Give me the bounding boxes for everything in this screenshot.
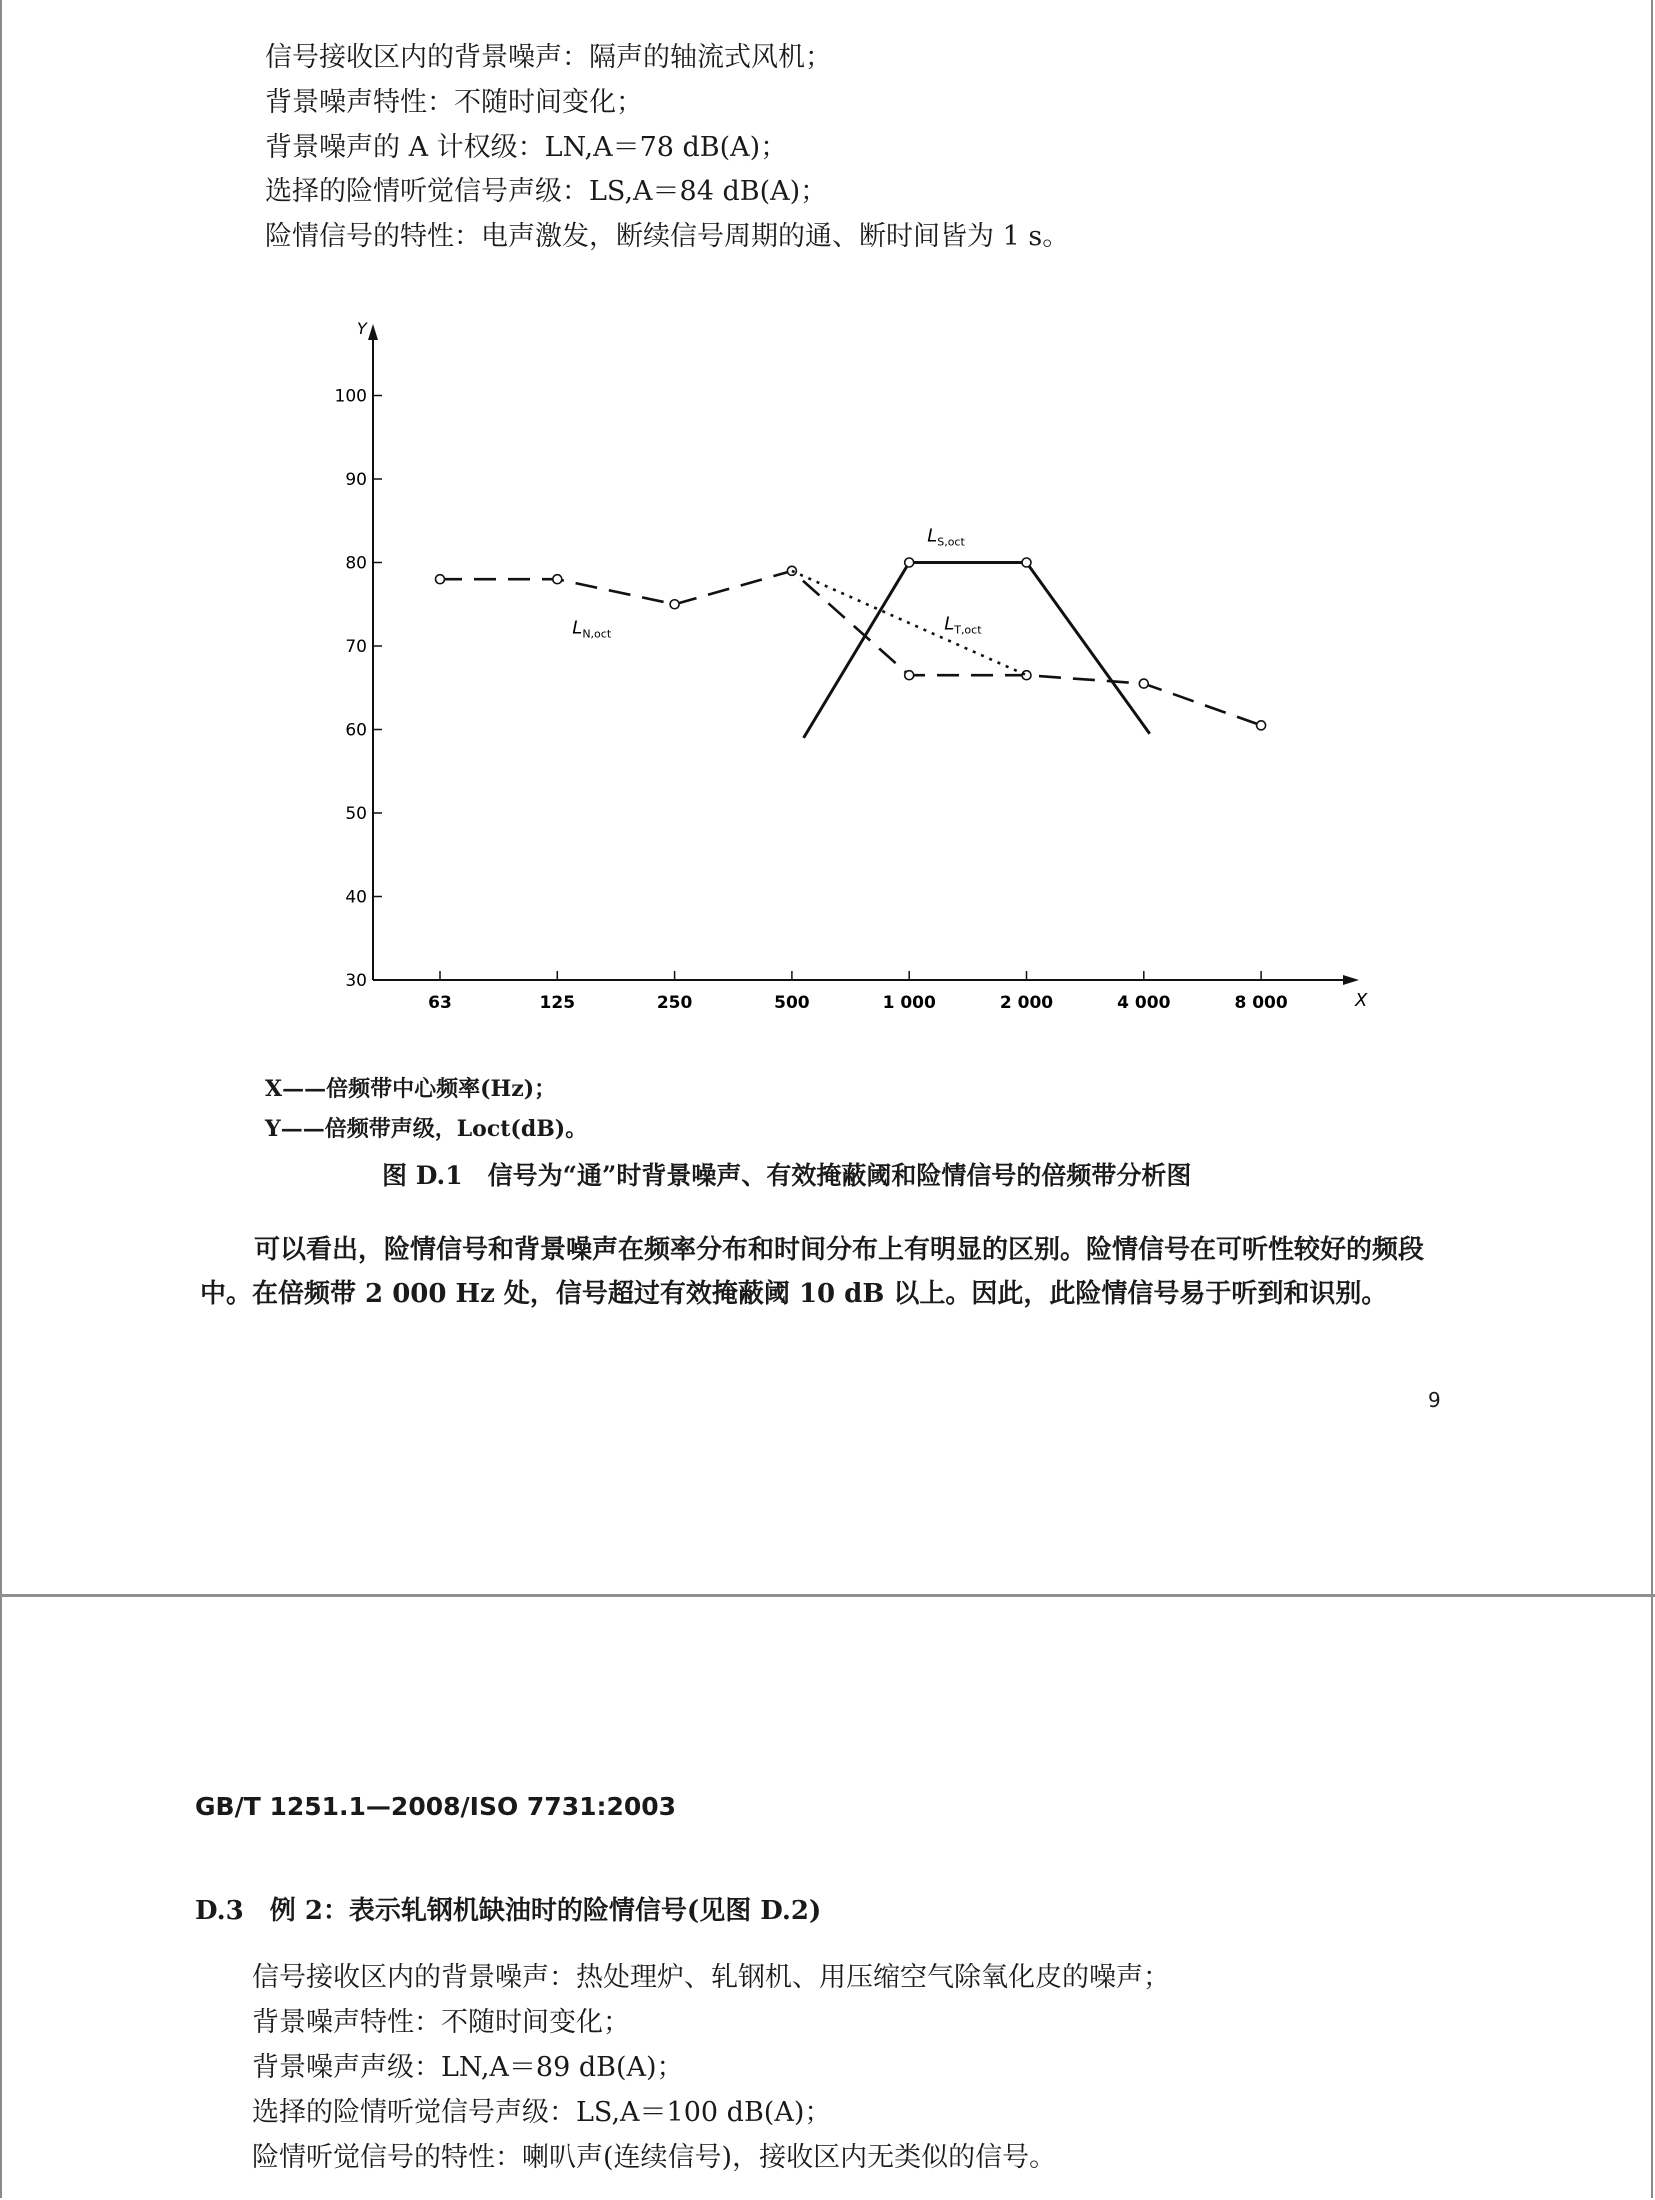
top-list-item: 背景噪声特性：不随时间变化； — [265, 87, 643, 118]
data-point-lnoct — [670, 600, 679, 609]
x-tick-label: 8 000 — [1234, 993, 1288, 1013]
bottom-list-item: 背景噪声特性：不随时间变化； — [252, 2007, 630, 2038]
y-tick-label: 60 — [345, 720, 367, 741]
y-ticks — [335, 387, 382, 992]
series-line-lsoct — [804, 563, 1150, 738]
data-point-lsoct — [905, 558, 914, 567]
x-tick-label: 2 000 — [999, 993, 1054, 1013]
x-axis-label: X — [1355, 990, 1368, 1011]
x-ticks — [428, 971, 1288, 1013]
page-number: 9 — [1428, 1388, 1441, 1412]
x-tick-label: 500 — [774, 993, 810, 1013]
y-tick-label: 40 — [345, 887, 367, 908]
series-line-ltoct — [792, 571, 1027, 675]
y-tick-label: 70 — [345, 637, 367, 657]
top-list-item: 背景噪声的 A 计权级：LN,A＝78 dB(A)； — [265, 132, 788, 163]
data-point-lsoct — [1022, 558, 1031, 567]
y-tick-label: 50 — [345, 804, 367, 824]
legend-x: X——倍频带中心频率(Hz)； — [265, 1076, 557, 1102]
data-point-lnoct — [905, 671, 914, 680]
bottom-list-item: 背景噪声声级：LN,A＝89 dB(A)； — [252, 2052, 684, 2083]
bottom-list-item: 信号接收区内的背景噪声：热处理炉、轧钢机、用压缩空气除氧化皮的噪声； — [252, 1962, 1170, 1993]
standard-header: GB/T 1251.1—2008/ISO 7731:2003 — [195, 1792, 677, 1821]
noise-series-label: $L_{N,oct}$ — [572, 617, 612, 641]
data-point-lnoct — [787, 566, 796, 575]
data-point-lnoct — [436, 575, 445, 584]
data-point-lnoct — [1139, 679, 1148, 688]
x-tick-label: 125 — [539, 993, 576, 1013]
figure-caption: 图 D.1 信号为“通”时背景噪声、有效掩蔽阈和险情信号的倍频带分析图 — [382, 1161, 1192, 1190]
y-tick-label: 30 — [345, 971, 367, 991]
series-labels — [572, 526, 982, 641]
data-point-lnoct — [553, 575, 562, 584]
x-tick-label: 250 — [656, 993, 693, 1013]
bottom-list-item: 选择的险情听觉信号声级：LS,A＝100 dB(A)； — [252, 2097, 832, 2128]
bottom-list-item: 险情听觉信号的特性：喇叭声(连续信号)，接收区内无类似的信号。 — [252, 2142, 1057, 2173]
x-tick-label: 4 000 — [1117, 993, 1171, 1013]
conclusion-paragraph: 可以看出，险情信号和背景噪声在频率分布和时间分布上有明显的区别。险情信号在可听性较好的频段中。在倍频带 2 000 Hz 处，信号超过有效掩蔽阈 10 dB 以上。因此，此险情信号易于听到和识别。 — [200, 1235, 1425, 1309]
chart-axes — [357, 319, 1368, 1011]
y-tick-label: 100 — [334, 386, 367, 407]
octave-band-chart — [320, 319, 1368, 1020]
top-list-item: 信号接收区内的背景噪声：隔声的轴流式风机； — [265, 42, 832, 73]
y-axis-label: Y — [357, 319, 367, 338]
section-title: D.3 例 2：表示轧钢机缺油时的险情信号(见图 D.2) — [195, 1896, 822, 1926]
signal-series-label: $L_{S,oct}$ — [927, 525, 965, 549]
threshold-series-label: $L_{T,oct}$ — [944, 613, 982, 637]
data-point-lnoct — [1022, 671, 1031, 680]
x-tick-label: 1 000 — [882, 993, 936, 1013]
x-tick-label: 63 — [428, 993, 452, 1013]
top-list-item: 选择的险情听觉信号声级：LS,A＝84 dB(A)； — [265, 176, 828, 207]
top-list-item: 险情信号的特性：电声激发，断续信号周期的通、断时间皆为 1 s。 — [265, 221, 1070, 252]
y-tick-label: 80 — [345, 553, 367, 574]
page-divider — [0, 1594, 1655, 1597]
y-tick-label: 90 — [345, 470, 367, 490]
chart-series — [436, 558, 1266, 738]
y-axis-arrow — [368, 324, 378, 340]
series-line-lnoct — [440, 571, 1261, 725]
legend-y: Y——倍频带声级，Loct(dB)。 — [265, 1116, 588, 1142]
data-point-lnoct — [1257, 721, 1266, 730]
x-axis-arrow — [1343, 975, 1359, 985]
